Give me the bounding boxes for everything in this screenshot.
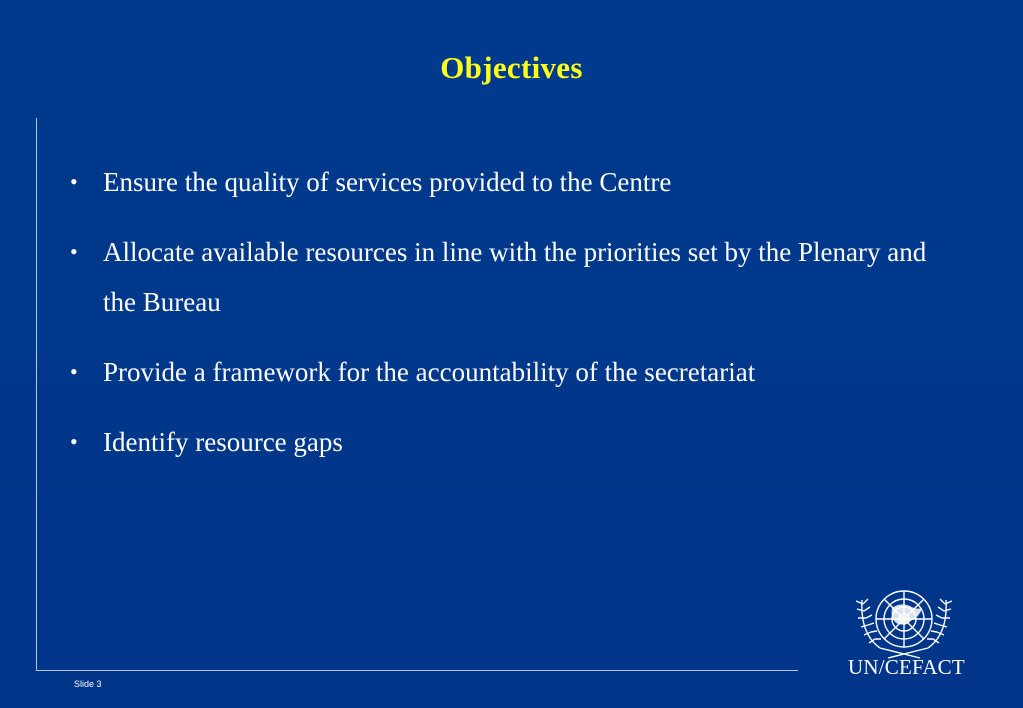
bullet-item xyxy=(70,227,950,327)
bottom-divider xyxy=(36,670,798,671)
left-divider xyxy=(36,118,37,670)
slide-number: Slide 3 xyxy=(74,679,102,689)
bullet-text: Ensure the quality of services provided to the Centre xyxy=(103,167,672,197)
bullet-text: Provide a framework for the accountability of the secretariat xyxy=(103,357,756,387)
bullet-icon: • xyxy=(70,239,78,264)
bullet-item xyxy=(70,347,950,397)
bullet-icon: • xyxy=(70,169,78,194)
bullet-text: Identify resource gaps xyxy=(103,427,343,457)
organization-name: UN/CEFACT xyxy=(848,655,965,679)
bullet-text: Allocate available resources in line with the priorities set by the Plenary and the Bureau xyxy=(103,237,927,317)
bullet-item xyxy=(70,157,950,207)
bullet-item xyxy=(70,417,950,467)
un-emblem-icon xyxy=(846,578,962,662)
bullet-icon: • xyxy=(70,359,78,384)
bullet-list xyxy=(70,157,950,487)
bullet-icon: • xyxy=(70,429,78,454)
slide-title: Objectives xyxy=(440,50,583,85)
